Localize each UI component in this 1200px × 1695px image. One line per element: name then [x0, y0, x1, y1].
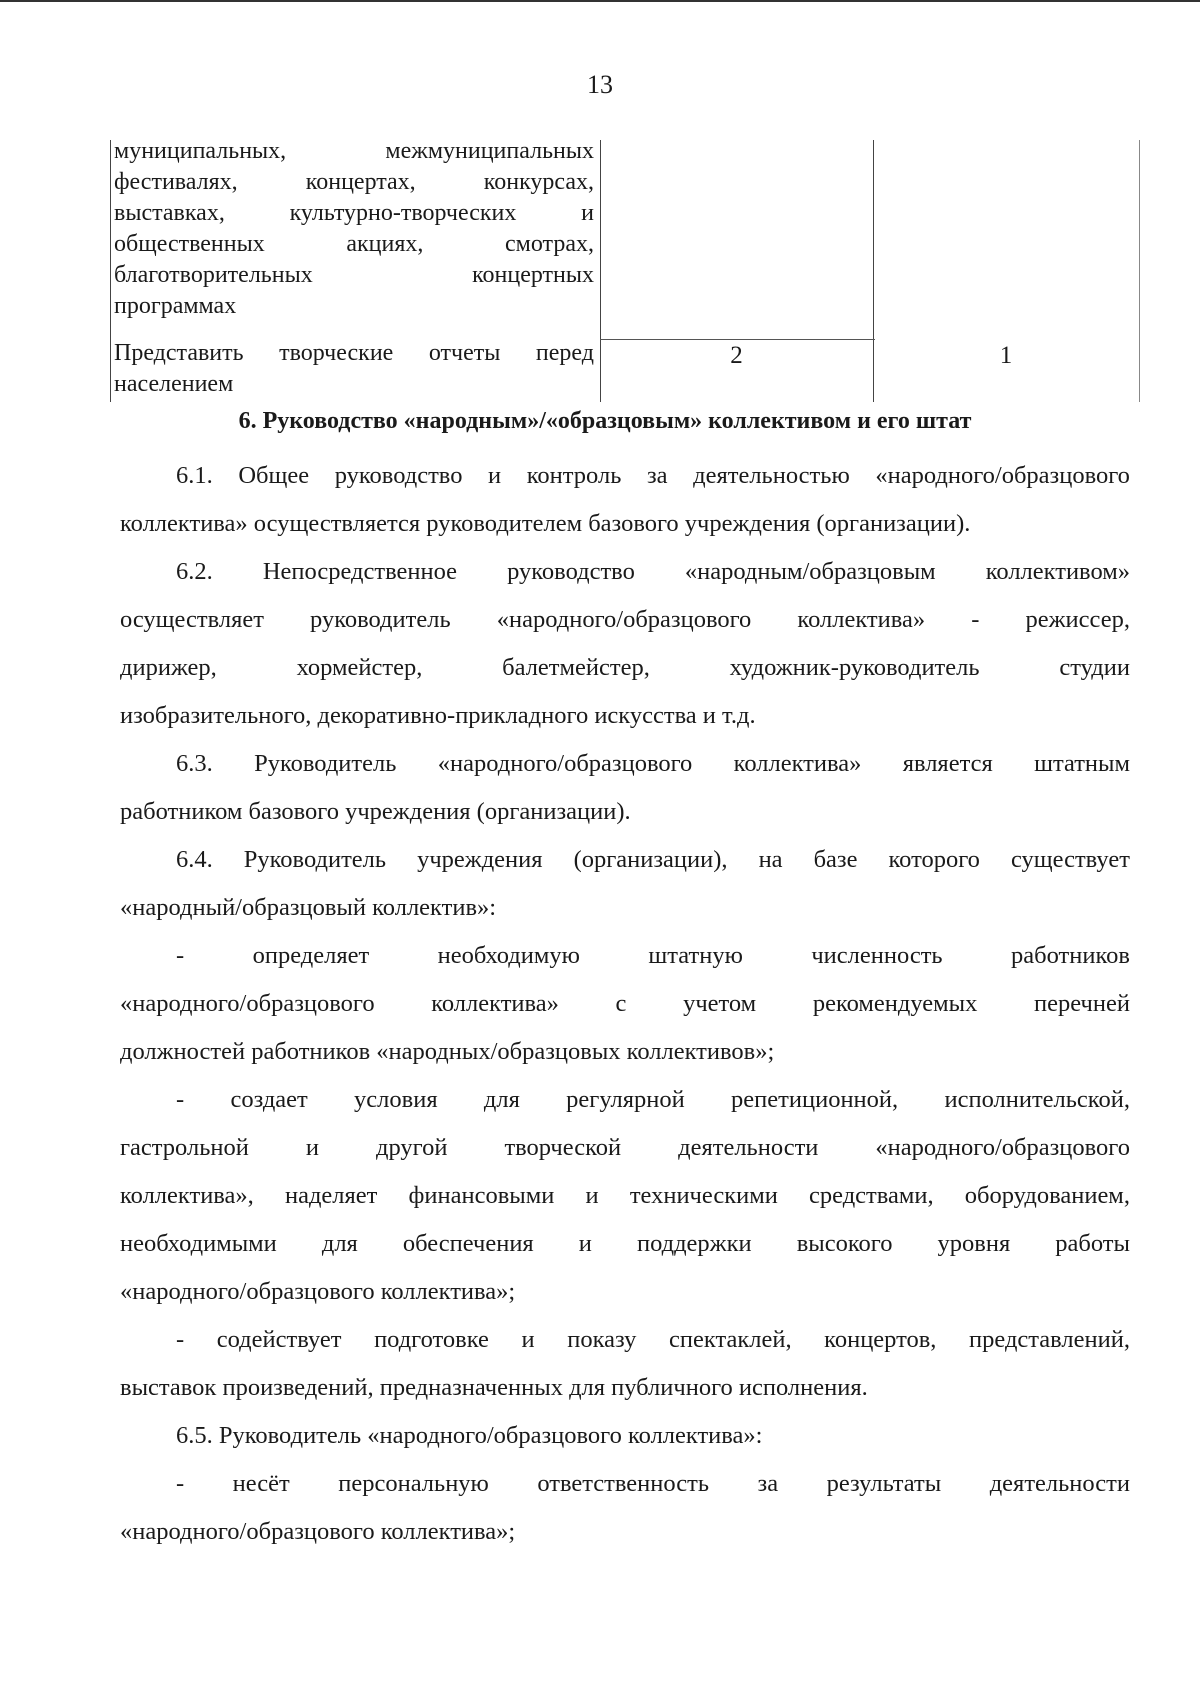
word: культурно-творческих — [289, 200, 517, 226]
word: руководитель — [310, 606, 451, 633]
word: создает — [230, 1086, 308, 1113]
word: «народного/образцового — [496, 606, 752, 633]
table-left-border — [110, 140, 111, 402]
paragraph-line — [120, 644, 1130, 692]
word: - — [176, 942, 185, 969]
section-heading: 6. Руководство «народным»/«образцовым» коллективом и его штат — [238, 408, 972, 434]
word: уровня — [937, 1230, 1011, 1257]
word: концертах, — [305, 169, 416, 195]
word: финансовыми — [408, 1182, 555, 1209]
word: другой — [375, 1134, 448, 1161]
paragraph-line: изобразительного, декоративно-прикладного искусства и т.д. — [120, 702, 756, 729]
paragraph — [120, 1316, 1130, 1412]
table-row1-line — [114, 229, 594, 260]
section-body — [120, 452, 1130, 1556]
paragraph-line: должностей работников «народных/образцовых коллективов»; — [120, 1038, 775, 1065]
word: базе — [813, 846, 858, 873]
word: отчеты — [428, 340, 501, 366]
word: «народным/образцовым — [684, 558, 936, 585]
word: деятельности — [678, 1134, 819, 1161]
table-row1-line: программах — [114, 293, 237, 319]
table-row1-line — [114, 260, 594, 291]
word: межмуниципальных — [385, 138, 594, 164]
word: 6.1. — [176, 462, 213, 489]
word: которого — [888, 846, 980, 873]
word: - — [971, 606, 980, 633]
paragraph-line: коллектива» осуществляется руководителем базового учреждения (организации). — [120, 510, 971, 537]
word: коллектива» — [797, 606, 926, 633]
word: «народного/образцового — [120, 990, 375, 1017]
word: репетиционной, — [731, 1086, 899, 1113]
word: фестивалях, — [114, 169, 238, 195]
paragraph — [120, 1460, 1130, 1556]
word: «народного/образцового — [437, 750, 693, 777]
word: - — [176, 1470, 185, 1497]
word: благотворительных — [114, 262, 313, 288]
word: 6.3. — [176, 750, 213, 777]
word: и — [585, 1182, 599, 1209]
word: творческой — [504, 1134, 622, 1161]
word: творческие — [279, 340, 394, 366]
word: и — [578, 1230, 592, 1257]
table-row1-activity-cell — [114, 136, 594, 322]
word: подготовке — [374, 1326, 489, 1353]
word: и — [488, 462, 502, 489]
paragraph-line — [120, 980, 1130, 1028]
word: и — [521, 1326, 535, 1353]
table-row1-line — [114, 136, 594, 167]
word: гастрольной — [120, 1134, 249, 1161]
word: муниципальных, — [114, 138, 287, 164]
word: режиссер, — [1025, 606, 1130, 633]
word: исполнительской, — [944, 1086, 1130, 1113]
word: 6.4. — [176, 846, 213, 873]
table-row1-line — [114, 167, 594, 198]
paragraph-line — [120, 1316, 1130, 1364]
word: осуществляет — [120, 606, 264, 633]
paragraph-line — [120, 1076, 1130, 1124]
word: техническими — [629, 1182, 778, 1209]
word: за — [757, 1470, 779, 1497]
word: дирижер, — [120, 654, 217, 681]
paragraph — [120, 836, 1130, 932]
word: существует — [1010, 846, 1130, 873]
paragraph-line — [120, 836, 1130, 884]
word: - — [176, 1326, 185, 1353]
word: персональную — [338, 1470, 489, 1497]
paragraph-line — [120, 1220, 1130, 1268]
paragraph-line — [120, 932, 1130, 980]
word: ответственность — [537, 1470, 710, 1497]
word: определяет — [252, 942, 370, 969]
word: с — [615, 990, 627, 1017]
paragraph — [120, 452, 1130, 548]
word: коллективом» — [985, 558, 1130, 585]
paragraph-line — [120, 1172, 1130, 1220]
paragraph-line — [120, 596, 1130, 644]
word: перед — [535, 340, 594, 366]
paragraph-line — [120, 452, 1130, 500]
word: и — [581, 200, 594, 226]
word: для — [483, 1086, 520, 1113]
word: обеспечения — [402, 1230, 534, 1257]
word: и — [305, 1134, 319, 1161]
table-row-separator — [600, 339, 875, 340]
word: руководство — [334, 462, 463, 489]
word: результаты — [826, 1470, 942, 1497]
word: работы — [1055, 1230, 1130, 1257]
word: несёт — [232, 1470, 290, 1497]
word: выставках, — [114, 200, 225, 226]
word: штатную — [648, 942, 743, 969]
word: содействует — [216, 1326, 342, 1353]
paragraph-line: «народный/образцовый коллектив»: — [120, 894, 497, 921]
word: коллектива», — [120, 1182, 254, 1209]
paragraph-line: «народного/образцового коллектива»; — [120, 1518, 516, 1545]
paragraph-line: выставок произведений, предназначенных для публичного исполнения. — [120, 1374, 868, 1401]
word: художник-руководитель — [729, 654, 980, 681]
word: деятельности — [989, 1470, 1130, 1497]
word: смотрах, — [505, 231, 594, 257]
word: необходимыми — [120, 1230, 277, 1257]
word: представлений, — [969, 1326, 1130, 1353]
word: учетом — [683, 990, 757, 1017]
page-number: 13 — [587, 70, 613, 99]
table-row2-col3-value: 1 — [999, 342, 1013, 369]
word: конкурсах, — [483, 169, 594, 195]
word: за — [646, 462, 668, 489]
word: контроль — [526, 462, 622, 489]
word: Руководитель — [254, 750, 397, 777]
word: поддержки — [636, 1230, 752, 1257]
paragraph-line — [120, 1460, 1130, 1508]
word: «народного/образцового — [875, 1134, 1130, 1161]
word: Общее — [238, 462, 310, 489]
word: концертов, — [824, 1326, 937, 1353]
paragraph — [120, 932, 1130, 1076]
word: численность — [811, 942, 943, 969]
word: руководство — [507, 558, 635, 585]
word: регулярной — [566, 1086, 685, 1113]
top-edge-rule — [0, 0, 1200, 2]
word: деятельностью — [693, 462, 850, 489]
word: «народного/образцового — [875, 462, 1130, 489]
table-row2-activity-cell — [114, 338, 594, 400]
word: перечней — [1034, 990, 1130, 1017]
word: концертных — [472, 262, 594, 288]
table-fragment — [110, 140, 1140, 402]
paragraph-line — [120, 548, 1130, 596]
table-row2-col2-value: 2 — [730, 342, 743, 369]
table-row2-line — [114, 338, 594, 369]
paragraph-line — [120, 740, 1130, 788]
word: балетмейстер, — [502, 654, 650, 681]
paragraph-line: 6.5. Руководитель «народного/образцового коллектива»: — [176, 1422, 763, 1449]
word: необходимую — [437, 942, 580, 969]
table-row1-line — [114, 198, 594, 229]
word: хормейстер, — [296, 654, 423, 681]
word: работников — [1011, 942, 1130, 969]
word: штатным — [1034, 750, 1130, 777]
word: наделяет — [284, 1182, 378, 1209]
paragraph-line: «народного/образцового коллектива»; — [120, 1278, 516, 1305]
paragraph-line: работником базового учреждения (организации). — [120, 798, 631, 825]
word: спектаклей, — [669, 1326, 792, 1353]
paragraph — [120, 740, 1130, 836]
word: оборудованием, — [964, 1182, 1130, 1209]
word: высокого — [796, 1230, 893, 1257]
paragraph — [120, 1076, 1130, 1316]
word: - — [176, 1086, 185, 1113]
word: коллектива» — [733, 750, 862, 777]
word: (организации), — [573, 846, 728, 873]
paragraph-line — [120, 1124, 1130, 1172]
word: является — [902, 750, 993, 777]
word: учреждения — [417, 846, 543, 873]
word: рекомендуемых — [812, 990, 978, 1017]
word: на — [758, 846, 783, 873]
word: акциях, — [346, 231, 424, 257]
word: Представить — [114, 340, 244, 366]
word: 6.2. — [176, 558, 213, 585]
word: для — [321, 1230, 358, 1257]
word: условия — [354, 1086, 438, 1113]
word: общественных — [114, 231, 265, 257]
word: показу — [567, 1326, 637, 1353]
table-row2-line: населением — [114, 371, 234, 397]
word: средствами, — [809, 1182, 934, 1209]
word: коллектива» — [431, 990, 559, 1017]
word: Непосредственное — [262, 558, 458, 585]
table-right-border — [1139, 140, 1140, 402]
paragraph — [120, 1412, 1130, 1460]
paragraph — [120, 548, 1130, 740]
word: студии — [1059, 654, 1130, 681]
word: Руководитель — [243, 846, 387, 873]
